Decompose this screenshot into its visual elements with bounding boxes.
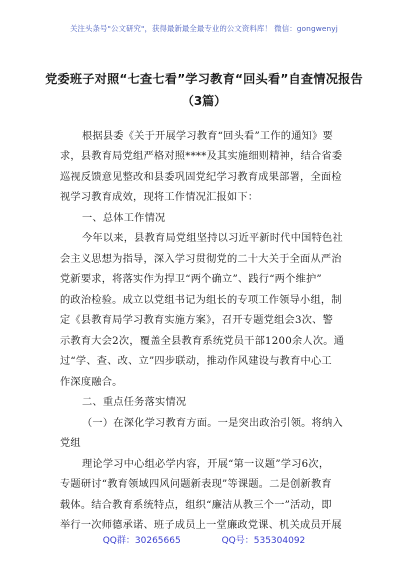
body-line: 视学习教育成效，现将工作情况汇报如下： (60, 192, 259, 204)
body-line: 载体。结合教育系统特点，组织“廉洁从教三个一”活动，即 (60, 499, 332, 511)
body-line: 巡视反馈意见整改和县委巩固党纪学习教育成果部署，全面检 (60, 171, 342, 183)
body-line: 作深度融合。 (60, 376, 123, 388)
document-title: 党委班子对照“七查七看”学习教育“回头看”自查情况报告 (45, 72, 363, 86)
qq-group-text: QQ群：30265665 (102, 536, 181, 546)
body-line: 求，县教育局党组严格对照****及其实施细则精神，结合省委 (60, 151, 343, 163)
body-line: 的政治检验。成立以党组书记为组长的专项工作领导小组，制 (60, 294, 342, 306)
body-line: 理论学习中心组必学内容，开展“第一议题”学习6次， (82, 458, 330, 470)
body-line: 定《县教育局学习教育实施方案》，召开专题党组会3次、警 (60, 315, 334, 327)
footer-contact (0, 533, 408, 546)
section-heading: 二、重点任务落实情况 (82, 397, 187, 409)
body-line: 举行一次师德承诺、班子成员上一堂廉政党课、机关成员开展 (60, 520, 342, 531)
body-line: 会主义思想为指导，深入学习贯彻党的二十大关于全面从严治 (60, 253, 342, 265)
document-subtitle: （3篇） (181, 94, 227, 108)
body-line: 今年以来，县教育局党组坚持以习近平新时代中国特色社 (82, 233, 343, 245)
header-banner: 关注头条号"公文研究"，获得最新最全最专业的公文资料库！ 微信：gongwenyj (70, 24, 338, 33)
section-heading: 一、总体工作情况 (82, 212, 166, 224)
subsection-heading: （一）在深化学习教育方面。一是突出政治引领。将纳入 (82, 417, 343, 429)
body-line: 专题研讨“教育领域四风问题新表现”等课题。二是创新教育 (60, 479, 332, 491)
qq-number-text: QQ号：535304092 (221, 536, 306, 546)
body-line: 党新要求，将落实作为捍卫“两个确立”、践行“两个维护” (60, 274, 322, 286)
body-line: 党组 (60, 438, 81, 450)
body-line: 示教育大会2次，覆盖全县教育系统党员干部1200余人次。通 (60, 335, 345, 347)
body-line: 过“学、查、改、立”四步联动，推动作风建设与教育中心工 (60, 356, 332, 368)
body-line: 根据县委《关于开展学习教育“回头看”工作的通知》要 (82, 131, 333, 142)
